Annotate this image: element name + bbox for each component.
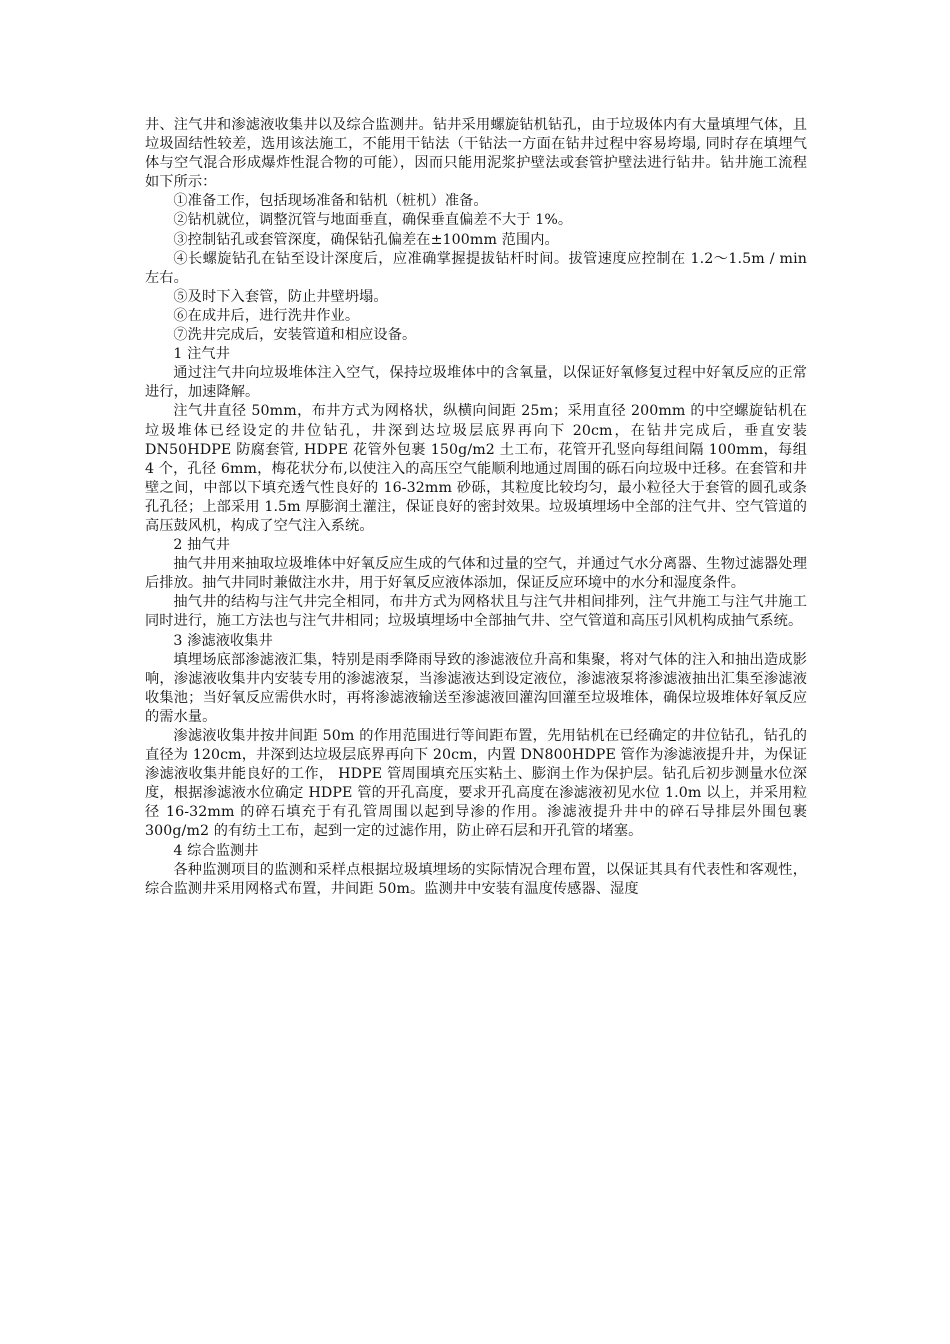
step-4-drilling: ④长螺旋钻孔在钻至设计深度后，应准确掌握提拔钻杆时间。拔管速度应控制在 1.2～1.5m / min 左右。 [145,250,807,286]
paragraph-leachate-purpose: 填埋场底部渗滤液汇集，特别是雨季降雨导致的渗滤液位升高和集聚，将对气体的注入和抽出造成影响，渗滤液收集井内安装专用的渗滤液泵，当渗滤液达到设定液位，渗滤液泵将渗滤液抽出汇集至渗滤液收集池；当好氧反应需供水时，再将渗滤液输送至渗滤液回灌沟回灌至垃圾堆体，确保垃圾堆体好氧反应的需水量。 [145,651,807,725]
paragraph-extraction-structure: 抽气井的结构与注气井完全相同，布井方式为网格状且与注气井相间排列，注气井施工与注气井施工同时进行，施工方法也与注气井相同；垃圾填埋场中全部抽气井、空气管道和高压引风机构成抽气系统。 [145,594,807,630]
heading-extraction-well: 2 抽气井 [173,537,230,554]
heading-leachate-well: 3 渗滤液收集井 [173,632,273,649]
paragraph-intro-continued: 井、注气井和渗滤液收集井以及综合监测井。钻井采用螺旋钻机钻孔，由于垃圾体内有大量填埋气体，且垃圾固结性较差，选用该法施工，不能用干钻法（干钻法一方面在钻井过程中容易垮塌, 同时存在填埋气体与空气混合形成爆炸性混合物的可能），因而只能用泥浆护壁法或套管护壁法进行钻井。钻井施工流程如下所示： [145,117,807,191]
paragraph-injection-structure: 注气井直径 50mm，布井方式为网格状，纵横向间距 25m；采用直径 200mm 的中空螺旋钻机在垃圾堆体已经设定的井位钻孔，井深到达垃圾层底界再向下 20cm，在钻井完成后，垂直安装 DN50HDPE 防腐套管, HDPE 花管外包裹 150g/m2 土工布，花管开孔竖向每组间隔 100mm，每组 4 个，孔径 6mm，梅花状分布,以使注入的高压空气能顺利地通过周围的砾石向垃圾中迁移。在套管和井壁之间，中部以下填充透气性良好的 16-32mm 砂砾，其粒度比较均匀，最小粒径大于套管的圆孔或条孔孔径；上部采用 1.5m 厚膨润土灌注，保证良好的密封效果。垃圾填埋场中全部的注气井、空气管道的高压鼓风机，构成了空气注入系统。 [145,403,807,534]
step-7-installation: ⑦洗井完成后，安装管道和相应设备。 [173,327,417,344]
paragraph-injection-purpose: 通过注气井向垃圾堆体注入空气，保持垃圾堆体中的含氧量，以保证好氧修复过程中好氧反应的正常进行，加速降解。 [145,365,807,401]
heading-monitoring-well: 4 综合监测井 [173,842,259,859]
paragraph-leachate-structure: 渗滤液收集井按井间距 50m 的作用范围进行等间距布置，先用钻机在已经确定的井位钻孔，钻孔的直径为 120cm，井深到达垃圾层底界再向下 20cm，内置 DN800HDPE 管作为渗滤液提升井，为保证渗滤液收集井能良好的工作， HDPE 管周围填充压实粘土、膨润土作为保护层。钻孔后初步测量水位深度，根据渗滤液水位确定 HDPE 管的开孔高度，要求开孔高度在渗滤液初见水位 1.0m 以上，并采用粒径 16-32mm 的碎石填充于有孔管周围以起到导渗的作用。渗滤液提升井中的碎石导排层外围包裹 300g/m2 的有纺土工布，起到一定的过滤作用，防止碎石层和开孔管的堵塞。 [145,728,807,840]
heading-injection-well: 1 注气井 [173,346,230,363]
document-page [145,116,807,899]
paragraph-monitoring: 各种监测项目的监测和采样点根据垃圾填埋场的实际情况合理布置，以保证其具有代表性和客观性，综合监测井采用网格式布置，井间距 50m。监测井中安装有温度传感器、湿度 [145,861,807,897]
step-1-preparation: ①准备工作，包括现场准备和钻机（桩机）准备。 [173,193,488,210]
step-5-casing: ⑤及时下入套管，防止井壁坍塌。 [173,288,388,305]
step-3-depth-control: ③控制钻孔或套管深度，确保钻孔偏差在±100mm 范围内。 [173,231,559,248]
step-6-well-washing: ⑥在成井后，进行洗井作业。 [173,307,360,324]
step-2-positioning: ②钻机就位，调整沉管与地面垂直，确保垂直偏差不大于 1%。 [173,212,573,229]
paragraph-extraction-purpose: 抽气井用来抽取垃圾堆体中好氧反应生成的气体和过量的空气，并通过气水分离器、生物过滤器处理后排放。抽气井同时兼做注水井，用于好氧反应液体添加，保证反应环境中的水分和湿度条件。 [145,556,807,592]
